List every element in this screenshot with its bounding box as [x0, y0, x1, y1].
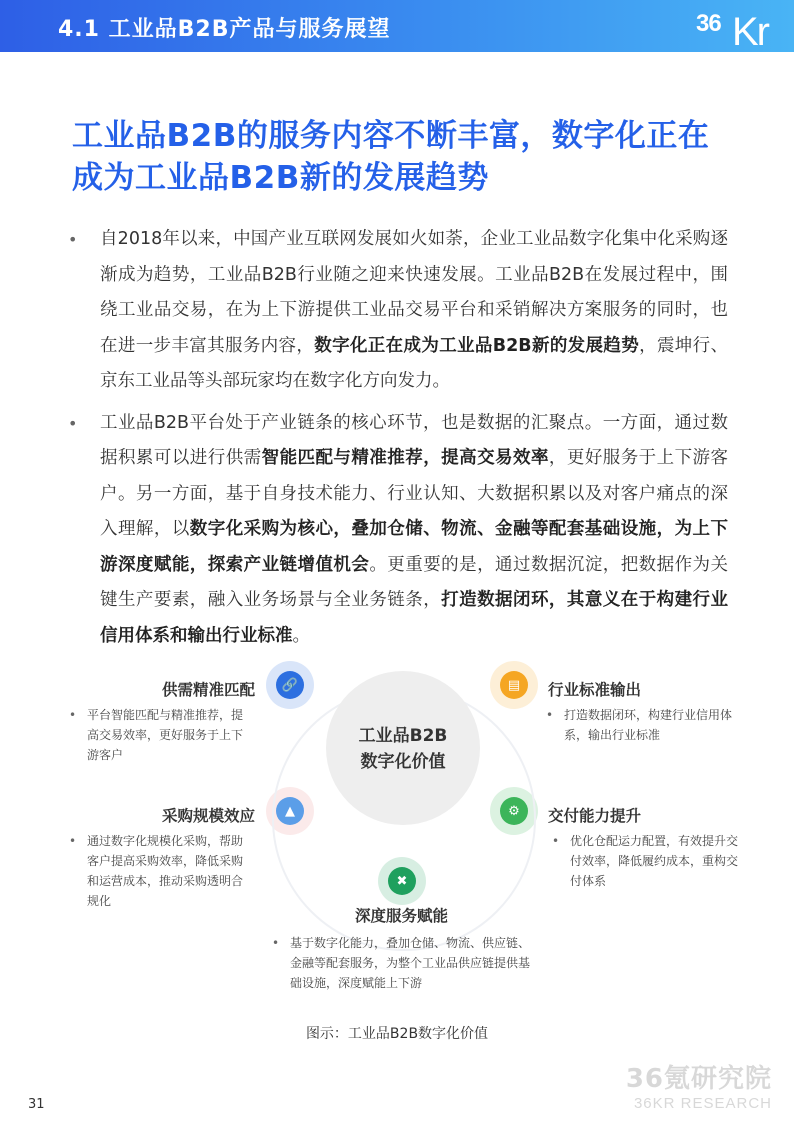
feature-desc-supply-match: • 平台智能匹配与精准推荐，提高交易效率，更好服务于上下游客户 — [69, 708, 244, 762]
document-icon: ▤ — [500, 671, 528, 699]
page-heading — [72, 115, 752, 199]
feature-title-standard-output: 行业标准输出 — [548, 681, 642, 699]
bullet-paragraph-2: • 工业品B2B平台处于产业链条的核心环节，也是数据的汇聚点。一方面，通过数据积累可以进行供需智能匹配与精准推荐，提高交易效率，更好服务于上下游客户。另一方面，基于自身技术能力、行业认知、大数据积累以及对客户痛点的深入理解，以数字化采购为核心，叠加仓储、物流、金融等配套基础设施，为上下游深度赋能，探索产业链增值机会。更重要的是，通过数据沉淀，把数据作为关键生产要素，融入业务场景与全业务链条，打造数据闭环，其意义在于构建行业信用体系和输出行业标准。 — [68, 406, 728, 655]
figure-caption: 图示：工业品B2B数字化价值 — [305, 1026, 489, 1042]
feature-title-delivery: 交付能力提升 — [548, 807, 642, 825]
diagram-center: 工业品B2B 数字化价值 — [326, 671, 480, 825]
delivery-icon: ⚙ — [500, 797, 528, 825]
feature-desc-scale-effect: • 通过数字化规模化采购，帮助客户提高采购效率，降低采购和运营成本，推动采购透明合规化 — [69, 834, 244, 908]
heading-line-1: 工业品B2B的服务内容不断丰富，数字化正在 — [72, 118, 710, 154]
empower-icon: ✖ — [388, 867, 416, 895]
heading-line-2: 成为工业品B2B新的发展趋势 — [72, 160, 489, 196]
36kr-logo: 36 Kr — [696, 10, 768, 54]
header-bar — [0, 0, 794, 52]
feature-desc-service-empower: • 基于数字化能力，叠加仓储、物流、供应链、金融等配套服务，为整个工业品供应链提供基础设施，深度赋能上下游 — [272, 936, 531, 990]
research-watermark: 36氪研究院 36KR RESEARCH — [625, 1064, 772, 1112]
feature-desc-delivery: • 优化仓配运力配置，有效提升交付效率，降低履约成本，重构交付体系 — [552, 834, 739, 888]
feature-title-supply-match: 供需精准匹配 — [162, 681, 256, 699]
bullet-list — [68, 222, 728, 660]
factory-icon: ▲ — [276, 797, 304, 825]
page-number: 31 — [28, 1097, 45, 1112]
link-icon: 🔗 — [276, 671, 304, 699]
bullet-dot: • — [68, 230, 78, 249]
feature-desc-standard-output: • 打造数据闭环，构建行业信用体系，输出行业标准 — [546, 708, 733, 742]
section-title: 4.1 工业品B2B产品与服务展望 — [58, 17, 391, 42]
value-diagram — [40, 645, 760, 1005]
feature-title-service-empower: 深度服务赋能 — [355, 907, 449, 925]
bullet-dot: • — [68, 413, 78, 433]
feature-title-scale-effect: 采购规模效应 — [162, 807, 256, 825]
bullet-paragraph-1: • 自2018年以来，中国产业互联网发展如火如荼，企业工业品数字化集中化采购逐渐成为趋势，工业品B2B行业随之迎来快速发展。工业品B2B在发展过程中，围绕工业品交易，在为上下游提供工业品交易平台和采销解决方案服务的同时，也在进一步丰富其服务内容，数字化正在成为工业品B2B新的发展趋势，震坤行、京东工业品等头部玩家均在数字化方向发力。 — [68, 222, 728, 400]
